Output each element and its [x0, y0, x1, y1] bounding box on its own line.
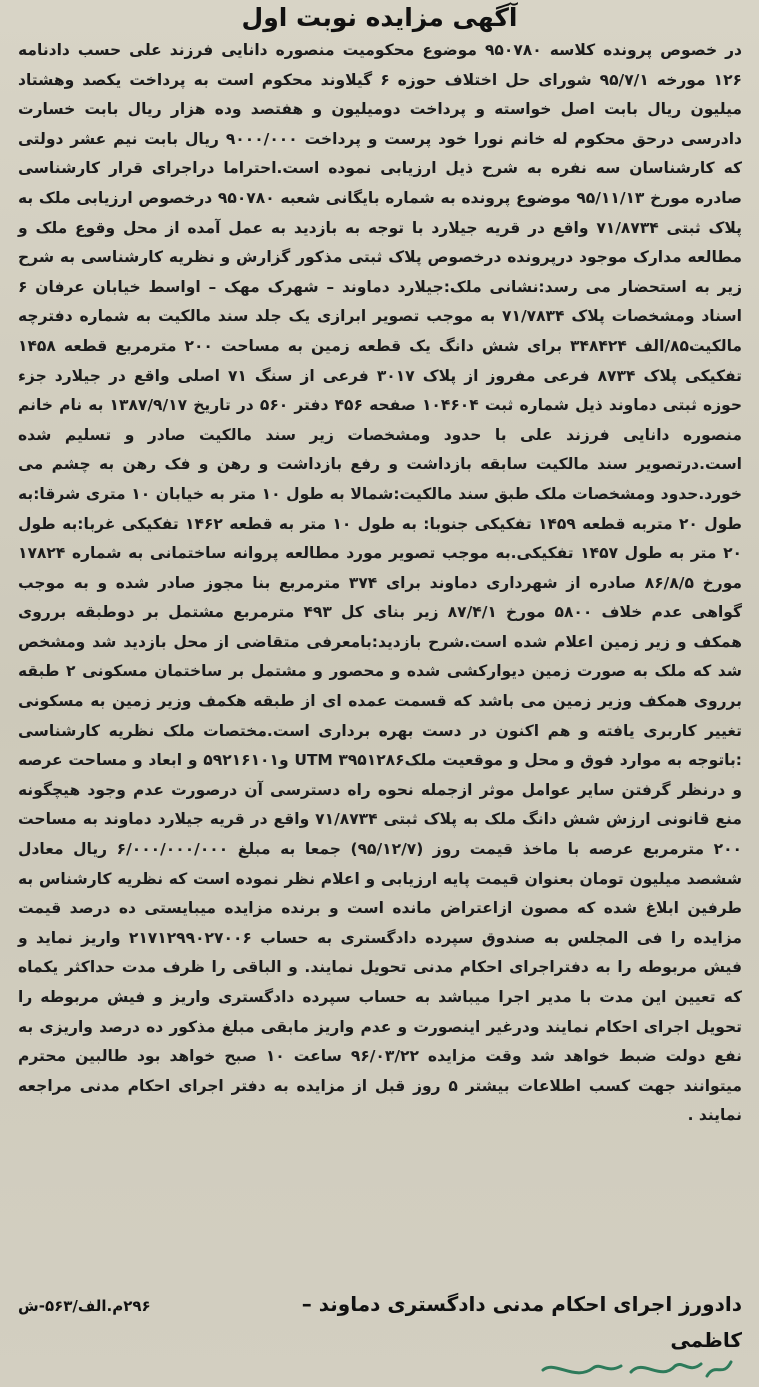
handwritten-number-mark	[535, 1352, 735, 1386]
footer-code: ۲۹۶م.الف/۵۶۳-ش	[18, 1297, 151, 1315]
footer-name: کاظمی	[670, 1328, 742, 1352]
notice-body: در خصوص پرونده کلاسه ۹۵۰۷۸۰ موضوع محکومیت منصوره دانایی فرزند علی حسب دادنامه ۱۲۶ مورخه ۹۵/۷/۱ شورای حل اختلاف حوزه ۶ گیلاوند محکوم است به پرداخت یکصد وهشتاد میلیون ریال بابت اصل خواسته و پرداخت دومیلیون و هفتصد وده هزار ریال بابت خسارت دادرسی درحق محکوم له خانم نورا خود پرست و پرداخت ۹۰۰۰/۰۰۰ ریال بابت نیم عشر دولتی که کارشناسان سه نفره به شرح ذیل ارزیابی نموده است.احتراما دراجرای قرار کارشناسی صادره مورخ ۹۵/۱۱/۱۳ موضوع پرونده به شماره بایگانی شعبه ۹۵۰۷۸۰ درخصوص ارزیابی ملک به پلاک ثبتی ۷۱/۸۷۳۴ واقع در قریه جیلارد با توجه به بازدید به عمل آمده از محل وقوع ملک و مطالعه مدارک موجود درپرونده درخصوص پلاک ثبتی مذکور گزارش و نظریه کارشناسی به شرح زیر به استحضار می رسد:نشانی ملک:جیلارد دماوند – شهرک مهک – اواسط خیابان عرفان ۶ اسناد ومشخصات پلاک ۷۱/۷۸۳۴ به موجب تصویر ابرازی یک جلد سند مالکیت به شماره دفترچه مالکیت۸۵/الف ۳۴۸۴۲۴ برای شش دانگ یک قطعه زمین به مساحت ۲۰۰ مترمربع قطعه ۱۴۵۸ تفکیکی پلاک ۸۷۳۴ فرعی مفروز از پلاک ۳۰۱۷ فرعی از سنگ ۷۱ اصلی واقع در جیلارد جزء حوزه ثبتی دماوند ذیل شماره ثبت ۱۰۴۶۰۴ صفحه ۴۵۶ دفتر ۵۶۰ در تاریخ ۱۳۸۷/۹/۱۷ به نام خانم منصوره دانایی فرزند علی با حدود ومشخصات زیر سند مالکیت صادر و تسلیم شده است.درتصویر سند مالکیت سابقه بازداشت و رفع بازداشت و رهن و فک رهن به چشم می خورد.حدود ومشخصات ملک طبق سند مالکیت:شمالا به طول ۱۰ متر به خیابان ۱۰ متری شرقا:به طول ۲۰ متربه قطعه ۱۴۵۹ تفکیکی جنوبا: به طول ۱۰ متر به قطعه ۱۴۶۲ تفکیکی غربا:به طول ۲۰ متر به طول ۱۴۵۷ تفکیکی.به موجب تصویر مورد مطالعه پروانه ساختمانی به شماره ۱۷۸۲۴ مورخ ۸۶/۸/۵ صادره از شهرداری دماوند برای ۳۷۴ مترمربع بنا مجوز صادر شده و به موجب گواهی عدم خلاف ۵۸۰۰ مورخ ۸۷/۴/۱ زیر بنای کل ۴۹۳ مترمربع مشتمل بر دوطبقه برروی همکف و زیر زمین اعلام شده است.شرح بازدید:بامعرفی متقاضی از محل بازدید شد ومشخص شد که ملک به صورت زمین دیوارکشی شده و محصور و مشتمل بر ساختمان مسکونی ۲ طبقه برروی همکف وزیر زمین می باشد که قسمت عمده ای از طبقه هکمف وزیر زمین به مسکونی تغییر کاربری یافته و هم اکنون در دست بهره برداری است.مختصات ملک نظریه کارشناسی :باتوجه به موارد فوق و محل و موقعیت ملکUTM ۳۹۵۱۲۸۶ و۵۹۲۱۶۱۰۱ و ابعاد و مساحت عرصه و درنظر گرفتن سایر عوامل موثر ازجمله نحوه راه دسترسی آن درصورت عدم وجود هیچگونه منع قانونی ارزش شش دانگ ملک به پلاک ثبتی ۷۱/۸۷۳۴ واقع در قریه جیلارد دماوند به مساحت ۲۰۰ مترمربع عرصه با ماخذ قیمت روز (۹۵/۱۲/۷) جمعا به مبلغ ۶/۰۰۰/۰۰۰/۰۰۰ ریال معادل ششصد میلیون تومان بعنوان قیمت پایه ارزیابی و اعلام نظر نموده است که نظریه کارشناس به طرفین ابلاغ شده که مصون ازاعتراض مانده است و برنده مزایده میبایستی ده درصد قیمت مزایده را فی المجلس به صندوق سپرده دادگستری به حساب ۲۱۷۱۲۹۹۰۲۷۰۰۶ واریز نماید و فیش مربوطه را به دفتراجرای احکام مدنی تحویل نمایند. و الباقی را ظرف مدت حداکثر یکماه که تعیین این مدت با مدیر اجرا میباشد به حساب سپرده دادگستری واریز و فیش مربوطه را تحویل اجرای احکام نمایند ودرغیر اینصورت و عدم واریز مابقی مبلغ مذکور ده درصد واریزی به نفع دولت ضبط خواهد شد وقت مزایده ۹۶/۰۳/۲۲ ساعت ۱۰ صبح خواهد بود طالبین محترم میتوانند جهت کسب اطلاعات بیشتر ۵ روز قبل از مزایده به دفتر اجرای احکام مدنی مراجعه نمایند .	[18, 41, 743, 1125]
footer-signature-line	[18, 1292, 742, 1326]
notice-footer	[18, 1292, 742, 1354]
notice-title: آگهی مزایده نوبت اول	[241, 3, 518, 32]
footer-signer: دادورز اجرای احکام مدنی دادگستری دماوند –	[301, 1292, 742, 1316]
